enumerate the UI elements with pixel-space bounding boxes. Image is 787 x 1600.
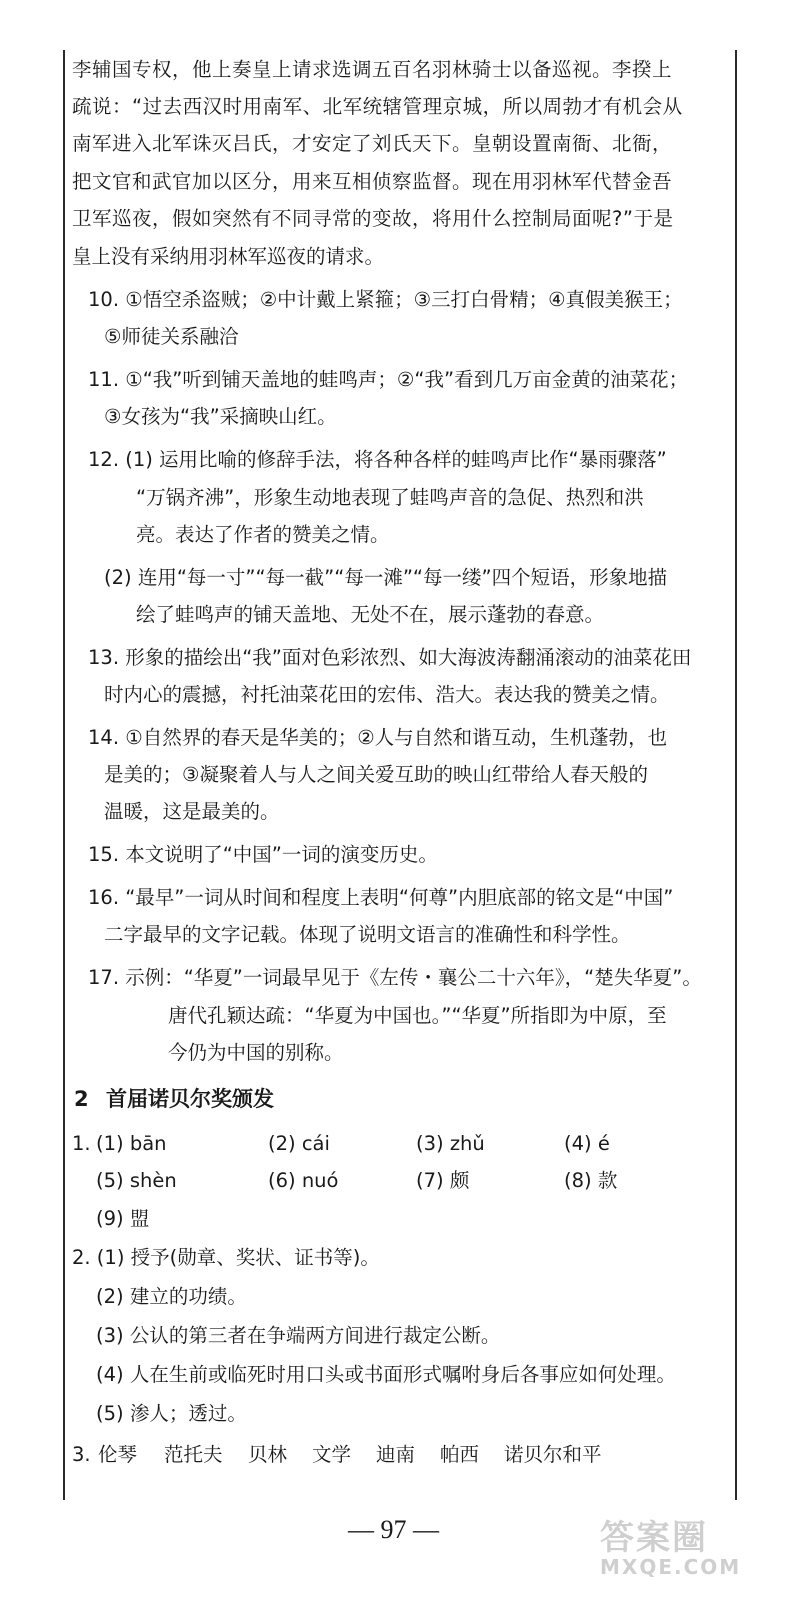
q3-item: 迪南 (376, 1443, 416, 1466)
q1-option: (2) cái (268, 1132, 330, 1155)
q1-option: (4) é (564, 1132, 610, 1155)
watermark-line1: 答案圈 (600, 1518, 708, 1558)
passage-line: 李辅国专权，他上奏皇上请求选调五百名羽林骑士以备巡视。李揆上 (72, 58, 673, 81)
answer-10-line: 10. ①悟空杀盗贼；②中计戴上紧箍；③三打白骨精；④真假美猴王； (88, 288, 683, 311)
answer-14-line: 温暖，这是最美的。 (104, 800, 280, 823)
q3-item: 文学 (312, 1443, 352, 1466)
q2-line: (3) 公认的第三者在争端两方间进行裁定公断。 (96, 1324, 501, 1347)
answer-12-line: 亮。表达了作者的赞美之情。 (136, 523, 390, 546)
answer-13-line: 时内心的震撼，衬托油菜花田的宏伟、浩大。表达我的赞美之情。 (104, 683, 670, 706)
answer-14-line: 是美的；③凝聚着人与人之间关爱互助的映山红带给人春天般的 (104, 763, 648, 786)
q1-option: (8) 款 (564, 1169, 618, 1192)
passage-line: 把文官和武官加以区分，用来互相侦察监督。现在用羽林军代替金吾 (72, 170, 673, 193)
q1-option: (9) 盟 (96, 1207, 150, 1230)
left-margin-rule (63, 50, 65, 1500)
q1-option: (6) nuó (268, 1169, 339, 1192)
q2-line: (2) 建立的功绩。 (96, 1285, 247, 1308)
answer-14-line: 14. ①自然界的春天是华美的；②人与自然和谐互动，生机蓬勃，也 (88, 726, 668, 749)
answer-15-line: 15. 本文说明了“中国”一词的演变历史。 (88, 843, 438, 866)
passage-line: 皇上没有采纳用羽林军巡夜的请求。 (72, 245, 385, 268)
answer-16-line: 16. “最早”一词从时间和程度上表明“何尊”内胆底部的铭文是“中国” (88, 886, 674, 909)
q2-line: (4) 人在生前或临死时用口头或书面形式嘱咐身后各事应如何处理。 (96, 1363, 676, 1386)
q3-label: 3. (72, 1443, 91, 1466)
passage-line: 南军进入北军诛灭吕氏，才安定了刘氏天下。皇朝设置南衙、北衙， (72, 132, 673, 155)
q3-item: 伦琴 (98, 1443, 138, 1466)
q2-line: 2. (1) 授予(勋章、奖状、证书等)。 (72, 1246, 380, 1269)
q3-item: 诺贝尔和平 (504, 1443, 602, 1466)
q1-option: (1) bān (96, 1132, 167, 1155)
passage-line: 疏说：“过去西汉时用南军、北军统辖管理京城，所以周勃才有机会从 (72, 95, 683, 118)
answer-17-line: 17. 示例：“华夏”一词最早见于《左传・襄公二十六年》，“楚失华夏”。 (88, 966, 702, 989)
answer-12-line: 12. (1) 运用比喻的修辞手法，将各种各样的蛙鸣声比作“暴雨骤落” (88, 448, 667, 471)
q3-item: 帕西 (440, 1443, 480, 1466)
answer-11-line: 11. ①“我”听到铺天盖地的蛙鸣声；②“我”看到几万亩金黄的油菜花； (88, 368, 689, 391)
q1-label: 1. (72, 1132, 91, 1155)
q1-option: (3) zhǔ (416, 1132, 485, 1155)
answer-11-line: ③女孩为“我”采摘映山红。 (104, 405, 337, 428)
right-margin-rule (735, 50, 737, 1500)
answer-17-line: 今仍为中国的别称。 (168, 1041, 344, 1064)
watermark-line2: MXQE.COM (600, 1555, 742, 1579)
answer-12-line: 绘了蛙鸣声的铺天盖地、无处不在，展示蓬勃的春意。 (136, 603, 605, 626)
q1-option: (5) shèn (96, 1169, 177, 1192)
answer-12-line: (2) 连用“每一寸”“每一截”“每一滩”“每一缕”四个短语，形象地描 (104, 566, 668, 589)
section-number: 2 (74, 1087, 89, 1111)
passage-line: 卫军巡夜，假如突然有不同寻常的变故，将用什么控制局面呢?”于是 (72, 207, 674, 230)
watermark-logo (600, 1510, 750, 1580)
section-title: 首届诺贝尔奖颁发 (106, 1087, 274, 1111)
answer-12-line: “万锅齐沸”，形象生动地表现了蛙鸣声音的急促、热烈和洪 (136, 486, 644, 509)
answer-13-line: 13. 形象的描绘出“我”面对色彩浓烈、如大海波涛翻涌滚动的油菜花田 (88, 646, 692, 669)
q1-option: (7) 颇 (416, 1169, 470, 1192)
answer-17-line: 唐代孔颖达疏：“华夏为中国也。”“华夏”所指即为中原，至 (168, 1004, 667, 1027)
answer-10-line: ⑤师徒关系融洽 (104, 325, 239, 348)
page-number: — 97 — (348, 1515, 439, 1544)
q3-item: 范托夫 (164, 1443, 223, 1466)
q2-line: (5) 渗人；透过。 (96, 1402, 247, 1425)
answer-16-line: 二字最早的文字记载。体现了说明文语言的准确性和科学性。 (104, 923, 631, 946)
q3-item: 贝林 (248, 1443, 288, 1466)
